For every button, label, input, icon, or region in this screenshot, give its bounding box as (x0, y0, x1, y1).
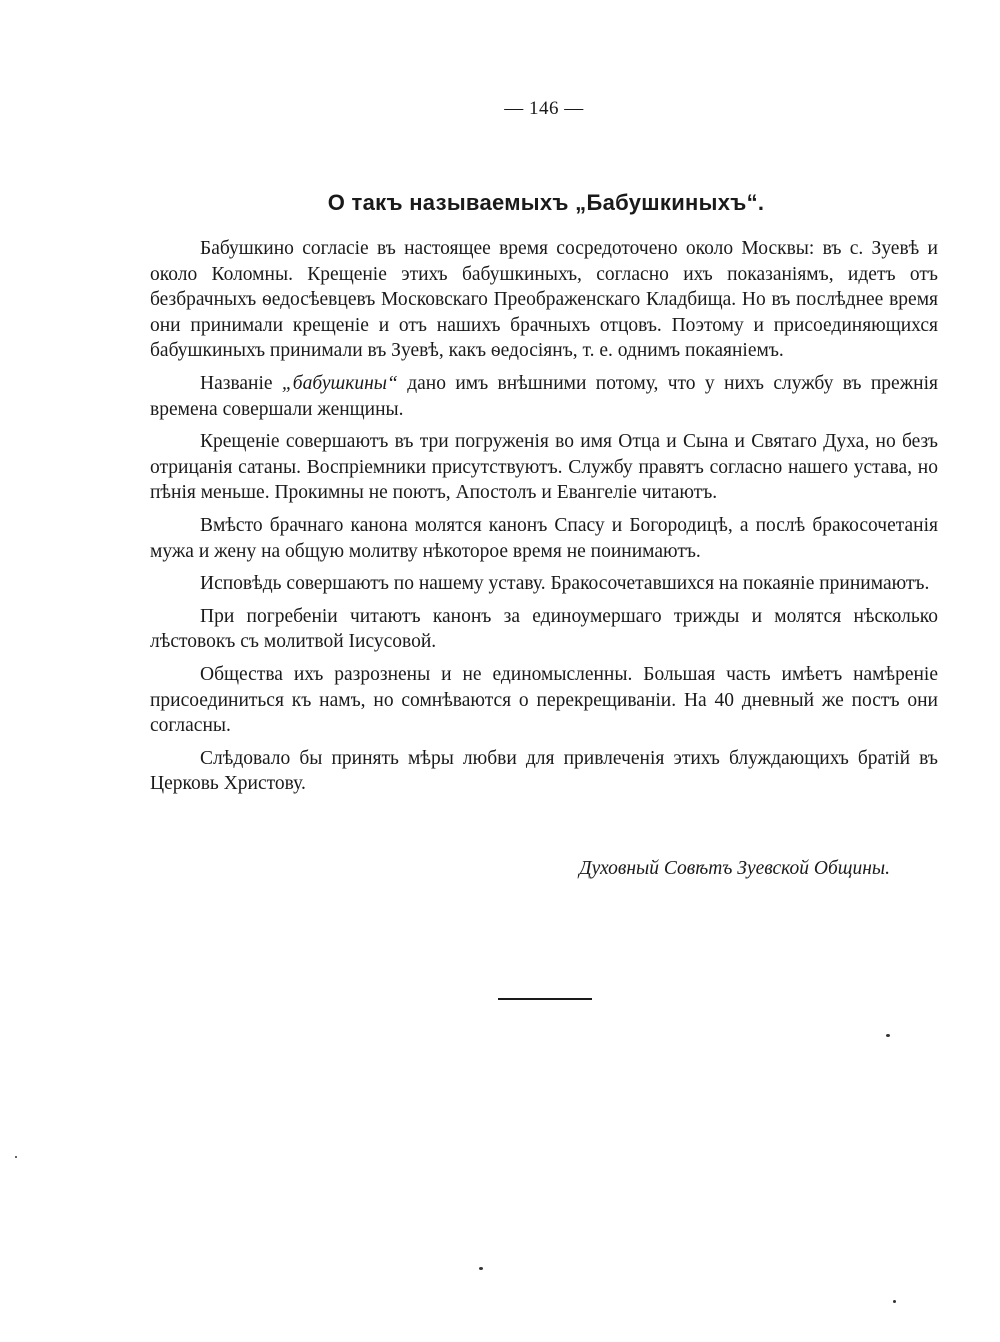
paragraph-6: При погребеніи читаютъ канонъ за единоумершаго трижды и молятся нѣсколько лѣстовокъ съ молитвой Іисусовой. (150, 605, 938, 653)
paragraph-7: Общества ихъ разрознены и не единомысленны. Большая часть имѣетъ намѣреніе присоединиться къ намъ, но сомнѣваются о перекрещиваніи. На 40 дневный же постъ они согласны. (150, 663, 938, 737)
page-number: — 146 — (504, 98, 584, 119)
paragraph-2-after: дано имъ внѣшними потому, что у нихъ службу въ прежнія времена совершали женщины. (150, 372, 938, 420)
paragraph-3: Крещеніе совершаютъ въ три погруженія во имя Отца и Сына и Святаго Духа, но безъ отрицанія сатаны. Воспріемники присутствуютъ. Службу правятъ согласно нашего устава, но пѣнія меньше. Прокимны не поютъ, Апостолъ и Евангеліе читаютъ. (150, 431, 938, 504)
paragraph-8: Слѣдовало бы принять мѣры любви для привлеченія этихъ блуждающихъ братій въ Церковь Христову. (150, 747, 938, 795)
paragraph-5: Исповѣдь совершаютъ по нашему уставу. Бракосочетавшихся на покаяніе принимаютъ. (200, 573, 930, 595)
section-divider (498, 998, 592, 1000)
ink-speck (886, 1034, 890, 1037)
ink-speck (479, 1267, 483, 1270)
paragraph-2-before: Названіе (200, 372, 282, 394)
article-body (150, 236, 938, 804)
paragraph-1: Бабушкино согласіе въ настоящее время сосредоточено около Москвы: въ с. Зуевѣ и около Коломны. Крещеніе этихъ бабушкиныхъ, согласно ихъ показаніямъ, идетъ отъ безбрачныхъ ѳедосѣевцевъ Московскаго Преображенскаго Кладбища. Но въ послѣднее время они принимали крещеніе и отъ нашихъ брачныхъ отцовъ. Поэтому и присоединяющихся бабушкиныхъ принимали въ Зуевѣ, какъ ѳедосіянъ, т. е. однимъ покаяніемъ. (150, 238, 938, 362)
paragraph-4: Вмѣсто брачнаго канона молятся канонъ Спасу и Богородицѣ, а послѣ бракосочетанія мужа и жену на общую молитву нѣкоторое время не поинимаютъ. (150, 514, 938, 562)
signature: Духовный Совѣтъ Зуевской Общины. (579, 858, 890, 879)
paragraph-2-emphasis: „бабушкины“ (281, 372, 398, 394)
ink-speck (893, 1300, 896, 1303)
ink-speck (15, 1156, 17, 1158)
article-title: О такъ называемыхъ „Бабушкиныхъ“. (327, 190, 765, 215)
paragraph-2 (150, 371, 938, 422)
